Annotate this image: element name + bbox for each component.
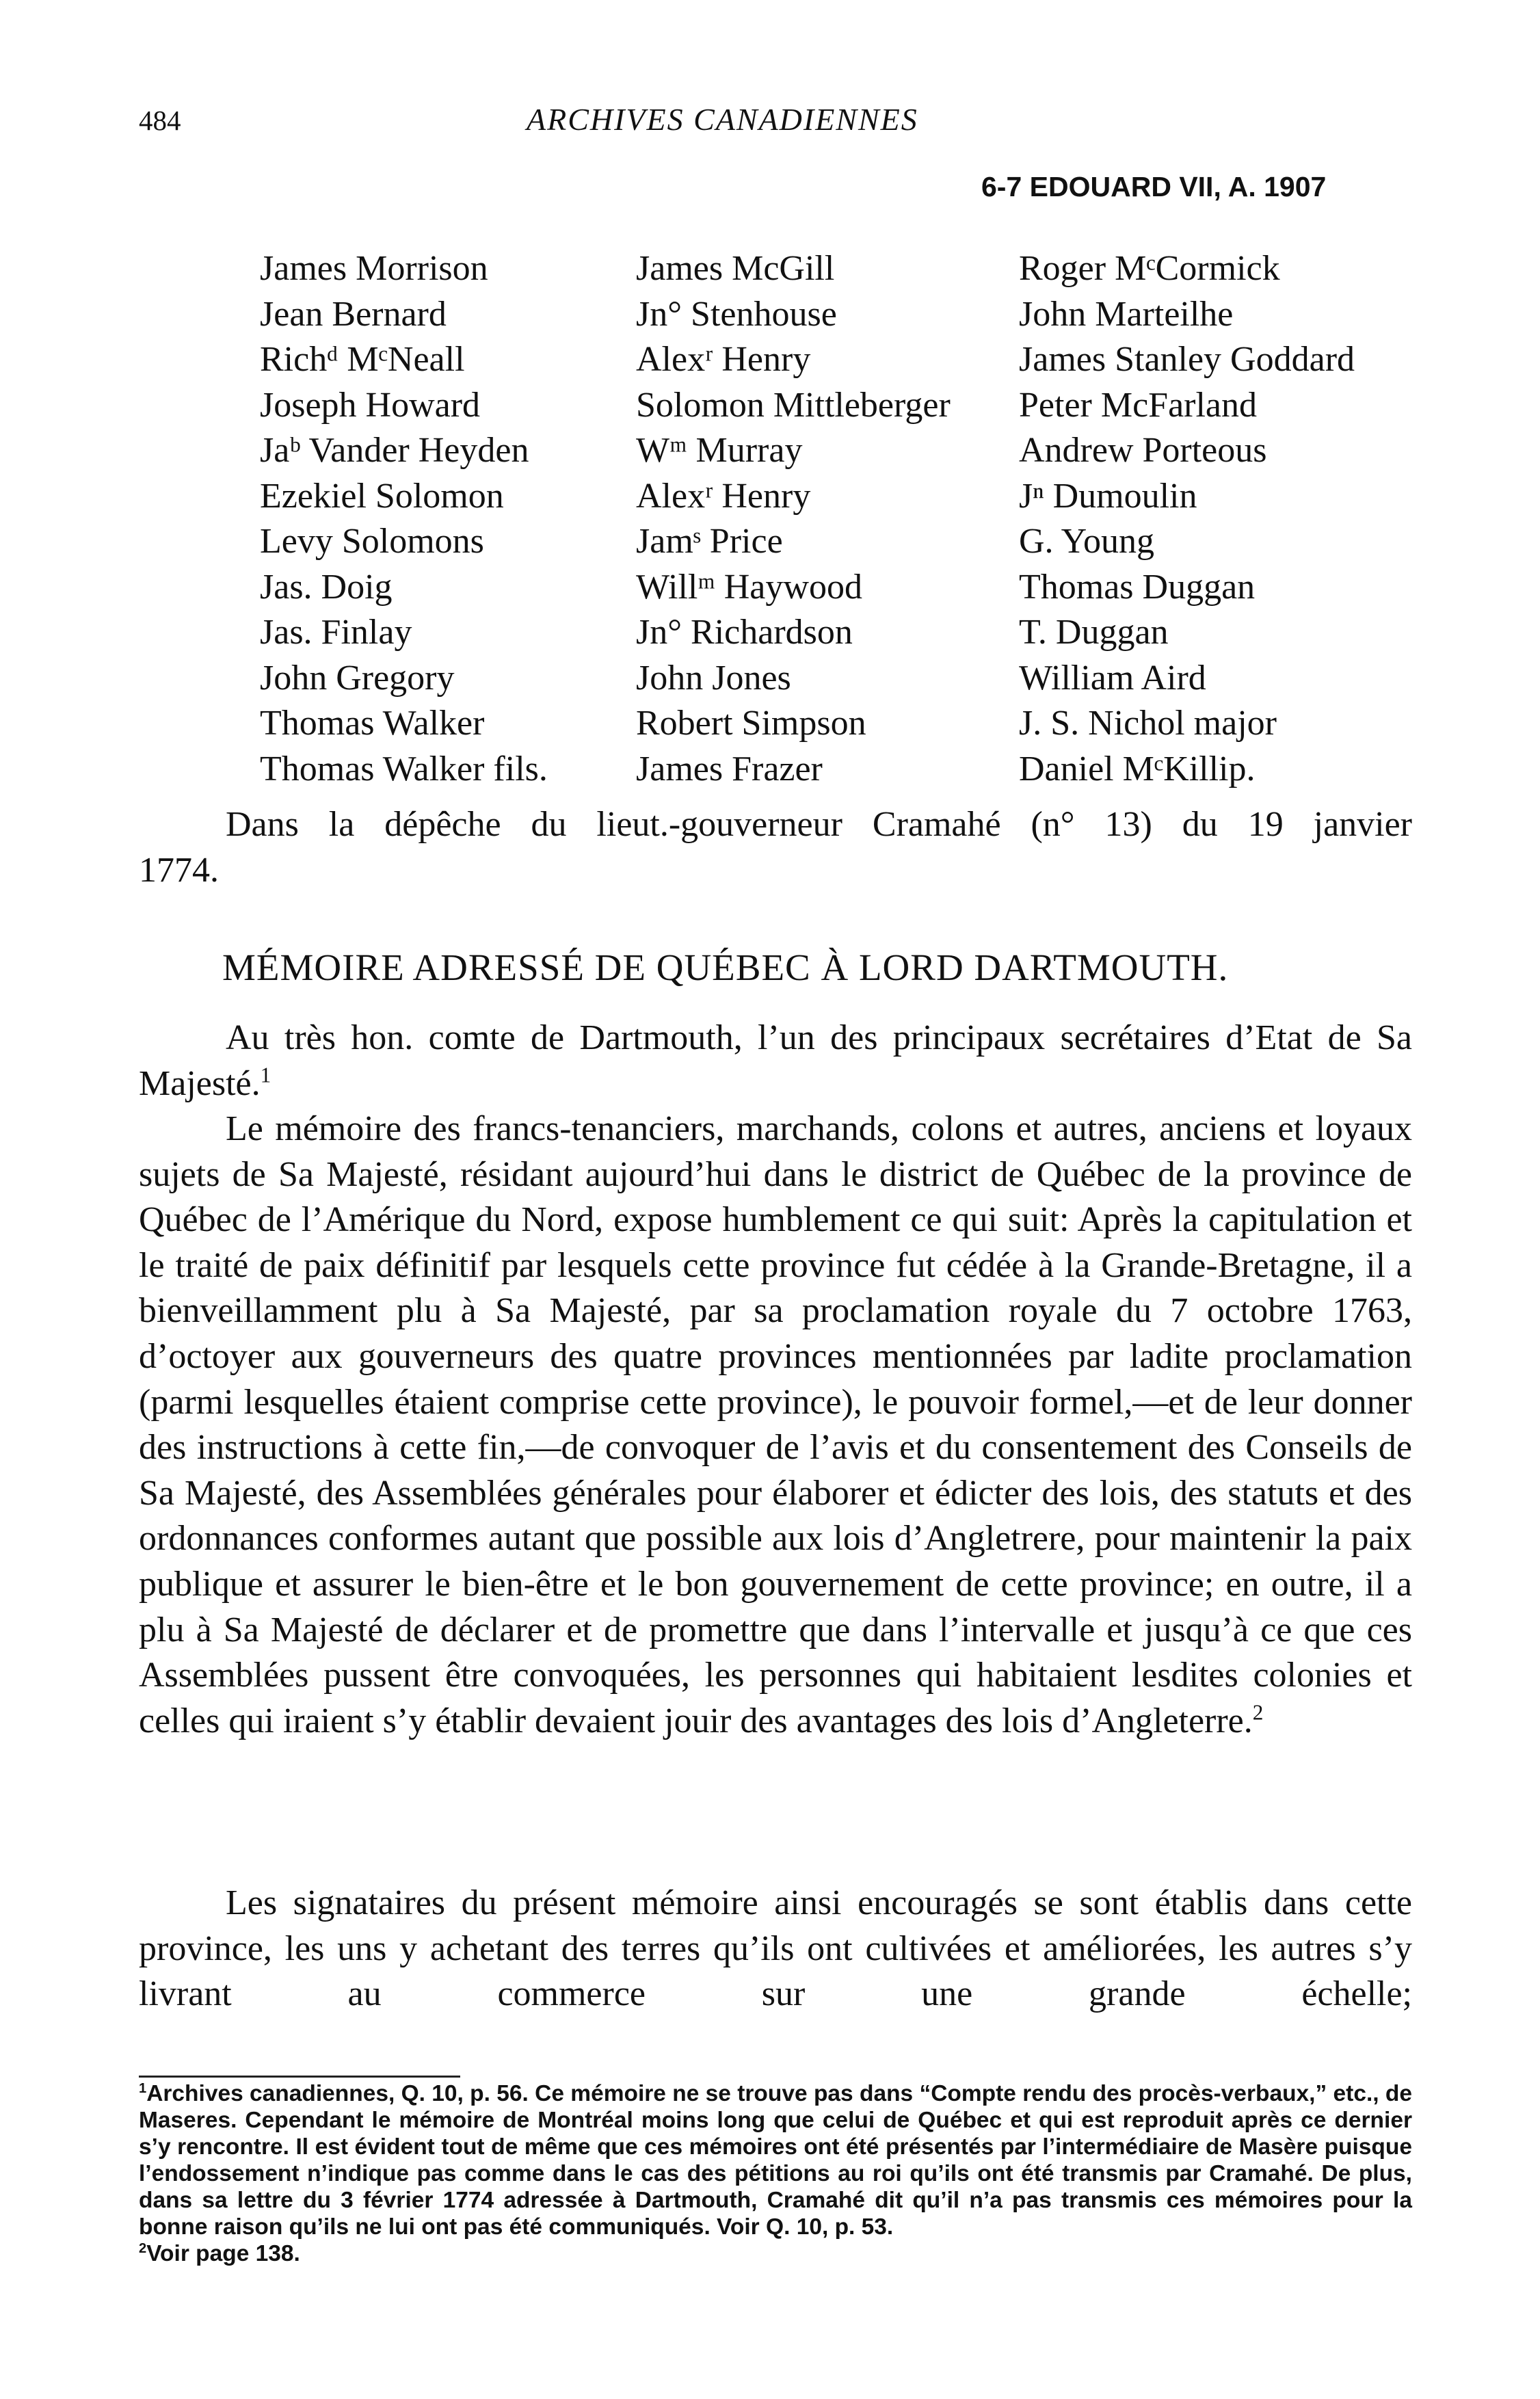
signatory-name: James McGill	[636, 249, 835, 288]
signatory-name: T. Duggan	[1019, 613, 1169, 652]
address-paragraph	[139, 1016, 1412, 1106]
dispatch-caption-year: 1774.	[139, 851, 219, 890]
address-text: Au très hon. comte de Dartmouth, l’un des principaux secrétaires d’Etat de Sa Majesté.	[139, 1018, 1412, 1103]
footnotes	[139, 2080, 1412, 2267]
footnote-ref-2: 2	[1252, 1700, 1264, 1725]
signatory-name: Jamˢ Price	[636, 522, 783, 561]
signatory-name: Jⁿ Dumoulin	[1019, 476, 1197, 516]
signatories-text: Les signataires du présent mémoire ainsi encouragés se sont établis dans cette province, les uns y achetant des terres qu’ils ont cultivées et améliorées, les autres s’y livrant au commerce sur une grande échelle;	[139, 1883, 1412, 2014]
signatory-name: Ezekiel Solomon	[260, 476, 504, 516]
signatory-name: Solomon Mittleberger	[636, 385, 951, 425]
section-heading: MÉMOIRE ADRESSÉ DE QUÉBEC À LORD DARTMOUTH.	[222, 946, 1229, 988]
signatory-name: Daniel MᶜKillip.	[1019, 749, 1256, 788]
signatory-name: Jaᵇ Vander Heyden	[260, 431, 529, 470]
signatory-name: John Jones	[636, 658, 791, 698]
signatory-name: Alexʳ Henry	[636, 476, 811, 516]
signatory-name: John Marteilhe	[1019, 294, 1234, 334]
memoir-paragraph	[139, 1106, 1412, 1744]
footnote-ref-1: 1	[260, 1063, 271, 1087]
signatories-paragraph	[139, 1881, 1412, 2017]
signatory-name: Jas. Doig	[260, 567, 393, 607]
dispatch-caption: Dans la dépêche du lieut.-gouverneur Cramahé (n° 13) du 19 janvier	[226, 805, 1412, 844]
page-number: 484	[139, 105, 181, 136]
signatory-name: William Aird	[1019, 658, 1206, 698]
signatory-name: Joseph Howard	[260, 385, 481, 425]
footnote-2-mark: 2	[139, 2240, 147, 2256]
signatory-name: James Stanley Goddard	[1019, 340, 1355, 379]
signatory-name: Levy Solomons	[260, 522, 484, 561]
edition-label: 6-7 EDOUARD VII, A. 1907	[981, 171, 1327, 202]
footnote-2	[139, 2240, 1412, 2267]
signatory-name: J. S. Nichol major	[1019, 704, 1277, 743]
signatory-name: James Morrison	[260, 249, 488, 288]
footnote-1-text: Archives canadiennes, Q. 10, p. 56. Ce mémoire ne se trouve pas dans “Compte rendu des procès-verbaux,” etc., de Maseres. Cependant le mémoire de Montréal moins long que celui de Québec et qui est reproduit après ce dernier s’y rencontre. Il est évident tout de même que ces mémoires ont été présentés par l’intermédiaire de Masère puisque l’endossement n’indique pas comme dans le cas des pétitions au roi qu’ils ont été transmis par Cramahé. De plus, dans sa lettre du 3 février 1774 adressée à Dartmouth, Cramahé dit qu’il n’a pas transmis ces mémoires pour la bonne raison qu’ils ne lui ont pas été communiqués. Voir Q. 10, p. 53.	[139, 2081, 1412, 2240]
signatory-name: Jn° Stenhouse	[636, 294, 837, 334]
signatory-name: Andrew Porteous	[1019, 431, 1267, 470]
memoir-text: Le mémoire des francs-tenanciers, marchands, colons et autres, anciens et loyaux sujets de Sa Majesté, résidant aujourd’hui dans le district de Québec de la province de Québec de l’Amérique du Nord, expose humblement ce qui suit: Après la capitulation et le traité de paix définitif par lesquels cette province fut cédée à la Grande-Bretagne, il a bienveillamment plu à Sa Majesté, par sa proclamation royale du 7 octobre 1763, d’octoyer aux gouverneurs des quatre provinces mentionnées par ladite proclamation (parmi lesquelles étaient comprise cette province), le pouvoir formel,—et de leur donner des instructions à cette fin,—de convoquer de l’avis et du consentement des Conseils de Sa Majesté, des Assemblées générales pour élaborer et édicter des lois, des statuts et des ordonnances conformes autant que possible aux lois d’Angletrere, pour maintenir la paix publique et assurer le bien-être et le bon gouvernement de cette province; en outre, il a plu à Sa Majesté de déclarer et de promettre que dans l’intervalle et jusqu’à ce que ces Assemblées pussent être convoquées, les personnes qui habitaient lesdites colonies et celles qui iraient s’y établir devaient jouir des avantages des lois d’Angleterre.	[139, 1109, 1412, 1740]
footnote-rule	[139, 2076, 460, 2078]
running-title: ARCHIVES CANADIENNES	[527, 102, 918, 137]
signatory-name: Jn° Richardson	[636, 613, 853, 652]
footnote-1-mark: 1	[139, 2080, 147, 2096]
signatory-name: G. Young	[1019, 522, 1154, 561]
signatory-name: Jean Bernard	[260, 294, 447, 334]
signatory-name: Thomas Walker fils.	[260, 749, 548, 788]
signatory-name: Thomas Walker	[260, 704, 485, 743]
signatory-name: Thomas Duggan	[1019, 567, 1256, 607]
signatory-name: James Frazer	[636, 749, 823, 788]
signatory-name: Roger MᶜCormick	[1019, 249, 1280, 288]
signatory-name: Richᵈ MᶜNeall	[260, 340, 465, 379]
signatory-name: Willᵐ Haywood	[636, 567, 862, 607]
footnote-1	[139, 2080, 1412, 2240]
signatory-name: Jas. Finlay	[260, 613, 412, 652]
footnote-2-text: Voir page 138.	[146, 2241, 300, 2266]
signatory-name: Wᵐ Murray	[636, 431, 803, 470]
signatory-name: Robert Simpson	[636, 704, 866, 743]
signatory-name: Alexʳ Henry	[636, 340, 811, 379]
signatory-name: John Gregory	[260, 658, 455, 698]
signatory-name: Peter McFarland	[1019, 385, 1258, 425]
